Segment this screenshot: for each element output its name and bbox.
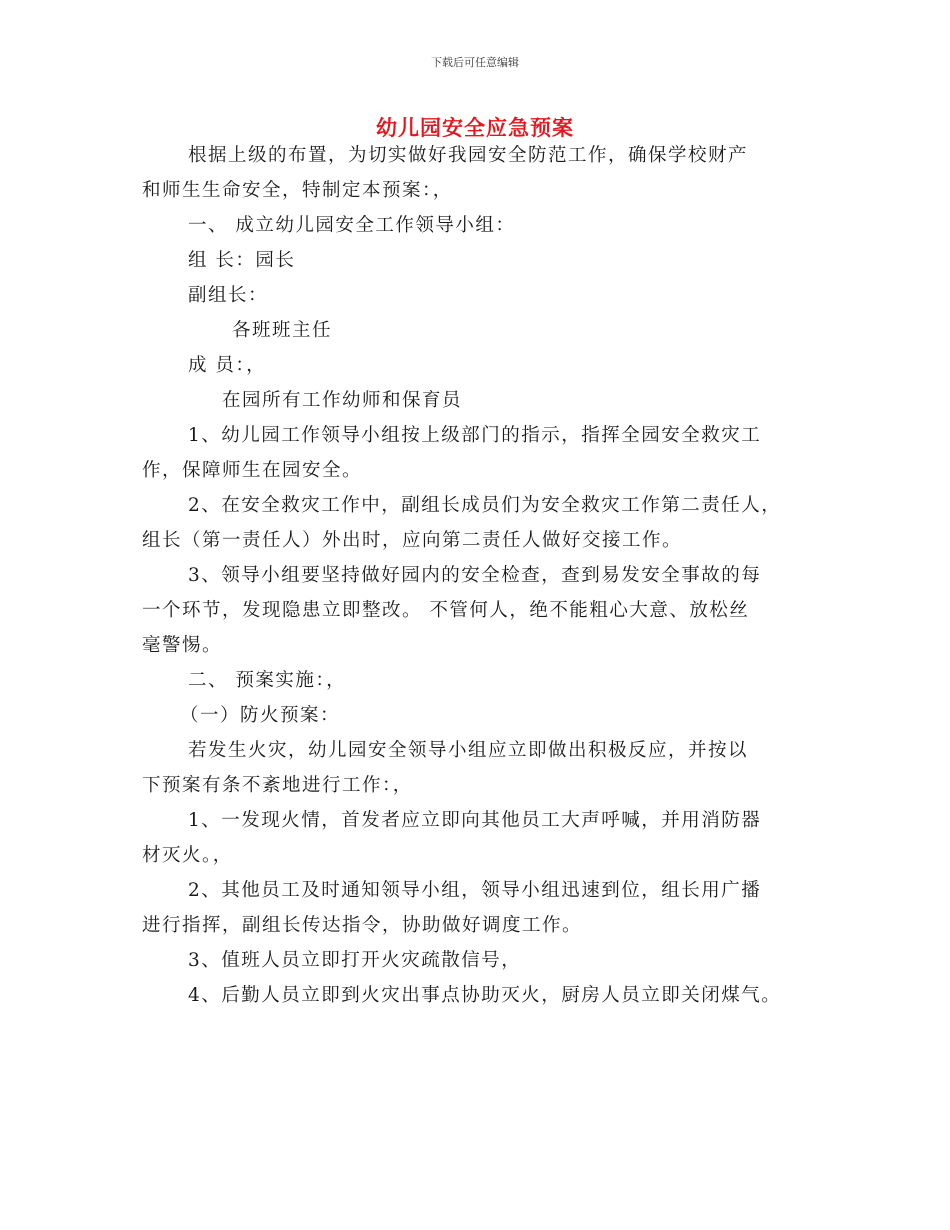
paragraph-line: 1、幼儿园工作领导小组按上级部门的指示，指挥全园安全救灾工 — [188, 425, 762, 446]
paragraph-line: 进行指挥，副组长传达指令，协助做好调度工作。 — [142, 915, 583, 936]
document-title: 幼儿园安全应急预案 — [376, 116, 574, 140]
subsection-heading: （一）防火预案： — [180, 705, 341, 726]
paragraph-line: 副组长： — [188, 285, 269, 306]
paragraph-line: 3、值班人员立即打开火灾疏散信号， — [188, 950, 522, 971]
paragraph-line: 2、其他员工及时通知领导小组，领导小组迅速到位，组长用广播 — [188, 880, 762, 901]
section-heading: 二、 预案实施：， — [188, 670, 347, 691]
paragraph-line: 2、在安全救灾工作中，副组长成员们为安全救灾工作第二责任人， — [188, 495, 782, 516]
document-body — [142, 138, 832, 1013]
section-heading: 一、 成立幼儿园安全工作领导小组： — [188, 215, 516, 236]
paragraph-line: 1、一发现火情，首发者应立即向其他员工大声呼喊，并用消防器 — [188, 810, 762, 831]
paragraph-line: 一个环节，发现隐患立即整改。 不管何人，绝不能粗心大意、放松丝 — [142, 600, 750, 621]
paragraph-line: 4、后勤人员立即到火灾出事点协助灭火，厨房人员立即关闭煤气。 — [188, 985, 782, 1006]
paragraph-line: 组长（第一责任人）外出时，应向第二责任人做好交接工作。 — [142, 530, 683, 551]
paragraph-line: 各班班主任 — [232, 320, 333, 341]
paragraph-line: 毫警惕。 — [142, 635, 223, 656]
paragraph-line: 组 长：园长 — [188, 250, 296, 271]
paragraph-line: 成 员：， — [188, 355, 267, 376]
paragraph-line: 3、领导小组要坚持做好园内的安全检查，查到易发安全事故的每 — [188, 565, 762, 586]
paragraph-line: 下预案有条不紊地进行工作：， — [142, 775, 413, 796]
page-header-note: 下载后可任意编辑 — [431, 56, 519, 69]
paragraph-line: 材灭火。， — [142, 845, 233, 866]
paragraph-line: 根据上级的布置，为切实做好我园安全防范工作，确保学校财产 — [188, 145, 749, 166]
paragraph-line: 和师生生命安全，特制定本预案：， — [142, 180, 453, 201]
paragraph-line: 若发生火灾，幼儿园安全领导小组应立即做出积极反应，并按以 — [188, 740, 749, 761]
paragraph-line: 在园所有工作幼师和保育员 — [222, 390, 463, 411]
paragraph-line: 作，保障师生在园安全。 — [142, 460, 363, 481]
